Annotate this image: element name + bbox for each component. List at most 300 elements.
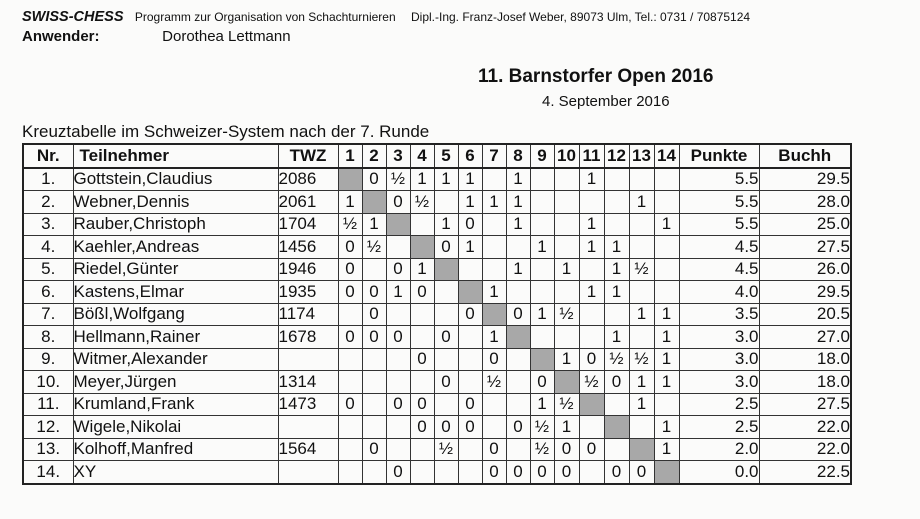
player-buchholz: 27.5: [759, 236, 851, 259]
table-row: [23, 371, 851, 394]
player-name: Meyer,Jürgen: [73, 371, 278, 394]
program-description: Programm zur Organisation von Schachturnieren: [134, 10, 396, 24]
result-cell: 1: [434, 213, 458, 236]
diagonal-cell: [629, 438, 654, 461]
result-cell: 0: [604, 371, 629, 394]
result-cell: [506, 438, 530, 461]
player-name: Webner,Dennis: [73, 191, 278, 214]
result-cell: 1: [629, 191, 654, 214]
table-row: [23, 213, 851, 236]
result-cell: 1: [654, 438, 679, 461]
result-cell: [338, 416, 362, 439]
result-cell: 1: [458, 236, 482, 259]
diagonal-cell: [579, 393, 604, 416]
result-cell: 1: [434, 168, 458, 191]
table-body: [23, 168, 851, 484]
diagonal-cell: [604, 416, 629, 439]
col-header-round: 3: [386, 144, 410, 168]
table-row: [23, 326, 851, 349]
player-rating: 1174: [278, 303, 338, 326]
result-cell: [434, 461, 458, 484]
player-buchholz: 29.5: [759, 168, 851, 191]
col-header-round: 14: [654, 144, 679, 168]
result-cell: [386, 416, 410, 439]
diagonal-cell: [654, 461, 679, 484]
result-cell: 1: [530, 303, 554, 326]
player-points: 5.5: [679, 191, 759, 214]
result-cell: ½: [554, 303, 579, 326]
result-cell: ½: [530, 416, 554, 439]
player-name: Krumland,Frank: [73, 393, 278, 416]
table-row: [23, 236, 851, 259]
result-cell: 0: [410, 393, 434, 416]
result-cell: [410, 303, 434, 326]
player-buchholz: 18.0: [759, 371, 851, 394]
player-buchholz: 25.0: [759, 213, 851, 236]
result-cell: [579, 326, 604, 349]
player-rating: 2086: [278, 168, 338, 191]
player-points: 4.0: [679, 281, 759, 304]
col-header-round: 10: [554, 144, 579, 168]
tournament-title: 11. Barnstorfer Open 2016: [478, 66, 714, 87]
result-cell: 0: [386, 393, 410, 416]
result-cell: 1: [506, 258, 530, 281]
player-name: Hellmann,Rainer: [73, 326, 278, 349]
player-rating: [278, 416, 338, 439]
col-header-round: 9: [530, 144, 554, 168]
result-cell: ½: [579, 371, 604, 394]
result-cell: [458, 348, 482, 371]
result-cell: [386, 438, 410, 461]
player-name: Rauber,Christoph: [73, 213, 278, 236]
tournament-date: 4. September 2016: [542, 93, 670, 110]
result-cell: [410, 213, 434, 236]
col-header-round: 8: [506, 144, 530, 168]
result-cell: [458, 326, 482, 349]
player-name: Gottstein,Claudius: [73, 168, 278, 191]
result-cell: 1: [506, 191, 530, 214]
player-name: Bößl,Wolfgang: [73, 303, 278, 326]
result-cell: [579, 191, 604, 214]
player-rank: 11.: [23, 393, 73, 416]
result-cell: 1: [554, 348, 579, 371]
player-points: 4.5: [679, 258, 759, 281]
player-buchholz: 18.0: [759, 348, 851, 371]
result-cell: [482, 168, 506, 191]
result-cell: [482, 416, 506, 439]
table-row: [23, 393, 851, 416]
player-name: Kaehler,Andreas: [73, 236, 278, 259]
result-cell: [629, 416, 654, 439]
col-header-round: 2: [362, 144, 386, 168]
result-cell: ½: [554, 393, 579, 416]
player-rank: 13.: [23, 438, 73, 461]
result-cell: [362, 461, 386, 484]
result-cell: 0: [482, 348, 506, 371]
result-cell: [458, 258, 482, 281]
result-cell: 1: [604, 281, 629, 304]
result-cell: 0: [410, 348, 434, 371]
player-rating: 1456: [278, 236, 338, 259]
result-cell: 1: [506, 168, 530, 191]
player-name: Kastens,Elmar: [73, 281, 278, 304]
result-cell: [338, 371, 362, 394]
col-header-round: 12: [604, 144, 629, 168]
result-cell: 0: [530, 371, 554, 394]
player-points: 5.5: [679, 213, 759, 236]
result-cell: 0: [362, 326, 386, 349]
result-cell: 1: [554, 258, 579, 281]
result-cell: ½: [604, 348, 629, 371]
result-cell: 1: [530, 236, 554, 259]
result-cell: [604, 438, 629, 461]
result-cell: [554, 168, 579, 191]
result-cell: [410, 461, 434, 484]
result-cell: [410, 371, 434, 394]
table-row: [23, 348, 851, 371]
player-points: 3.0: [679, 348, 759, 371]
result-cell: 1: [482, 326, 506, 349]
player-rank: 10.: [23, 371, 73, 394]
result-cell: [362, 348, 386, 371]
result-cell: [482, 236, 506, 259]
result-cell: [338, 461, 362, 484]
diagonal-cell: [434, 258, 458, 281]
table-row: [23, 416, 851, 439]
diagonal-cell: [506, 326, 530, 349]
result-cell: 1: [410, 168, 434, 191]
result-cell: 1: [579, 213, 604, 236]
result-cell: 0: [604, 461, 629, 484]
result-cell: 1: [654, 326, 679, 349]
result-cell: 1: [410, 258, 434, 281]
result-cell: [629, 213, 654, 236]
player-rank: 5.: [23, 258, 73, 281]
result-cell: 0: [338, 393, 362, 416]
diagonal-cell: [554, 371, 579, 394]
result-cell: [654, 168, 679, 191]
result-cell: [554, 236, 579, 259]
result-cell: 0: [386, 326, 410, 349]
player-name: Wigele,Nikolai: [73, 416, 278, 439]
player-rating: 1946: [278, 258, 338, 281]
table-subtitle: Kreuztabelle im Schweizer-System nach der 7. Runde: [22, 122, 430, 141]
table-row: [23, 258, 851, 281]
player-rank: 6.: [23, 281, 73, 304]
result-cell: 0: [362, 303, 386, 326]
result-cell: [554, 281, 579, 304]
player-buchholz: 28.0: [759, 191, 851, 214]
player-points: 3.0: [679, 371, 759, 394]
result-cell: [530, 326, 554, 349]
col-header-round: 1: [338, 144, 362, 168]
result-cell: [506, 371, 530, 394]
result-cell: [579, 303, 604, 326]
result-cell: [530, 213, 554, 236]
player-buchholz: 26.0: [759, 258, 851, 281]
player-rank: 7.: [23, 303, 73, 326]
col-header-round: 5: [434, 144, 458, 168]
player-points: 2.5: [679, 416, 759, 439]
player-points: 5.5: [679, 168, 759, 191]
col-header-round: 6: [458, 144, 482, 168]
result-cell: 1: [654, 213, 679, 236]
result-cell: 0: [386, 461, 410, 484]
result-cell: [530, 281, 554, 304]
result-cell: [338, 303, 362, 326]
result-cell: 0: [629, 461, 654, 484]
crosstable: [22, 143, 852, 485]
player-rating: 1935: [278, 281, 338, 304]
result-cell: ½: [530, 438, 554, 461]
result-cell: 1: [654, 303, 679, 326]
result-cell: ½: [482, 371, 506, 394]
result-cell: 0: [458, 213, 482, 236]
result-cell: 1: [482, 191, 506, 214]
result-cell: [362, 258, 386, 281]
result-cell: ½: [410, 191, 434, 214]
player-buchholz: 22.0: [759, 416, 851, 439]
result-cell: 0: [458, 393, 482, 416]
result-cell: 1: [458, 168, 482, 191]
diagonal-cell: [410, 236, 434, 259]
player-rank: 12.: [23, 416, 73, 439]
result-cell: [604, 191, 629, 214]
result-cell: 0: [362, 438, 386, 461]
player-points: 2.5: [679, 393, 759, 416]
result-cell: 1: [629, 371, 654, 394]
result-cell: 1: [338, 191, 362, 214]
result-cell: 0: [458, 303, 482, 326]
result-cell: [579, 416, 604, 439]
result-cell: [629, 326, 654, 349]
player-buchholz: 29.5: [759, 281, 851, 304]
result-cell: 0: [482, 438, 506, 461]
result-cell: [654, 281, 679, 304]
table-row: [23, 303, 851, 326]
result-cell: [338, 348, 362, 371]
result-cell: [654, 393, 679, 416]
player-buchholz: 27.5: [759, 393, 851, 416]
player-rank: 8.: [23, 326, 73, 349]
result-cell: 0: [579, 438, 604, 461]
result-cell: 0: [362, 281, 386, 304]
result-cell: [458, 371, 482, 394]
player-rating: 1704: [278, 213, 338, 236]
result-cell: [482, 258, 506, 281]
result-cell: 0: [434, 371, 458, 394]
diagonal-cell: [530, 348, 554, 371]
result-cell: 0: [554, 461, 579, 484]
player-rating: 1678: [278, 326, 338, 349]
result-cell: [434, 393, 458, 416]
user-name: Dorothea Lettmann: [162, 28, 291, 45]
result-cell: 0: [386, 258, 410, 281]
result-cell: ½: [434, 438, 458, 461]
result-cell: 1: [482, 281, 506, 304]
result-cell: 0: [434, 416, 458, 439]
user-line: [22, 28, 291, 45]
result-cell: 0: [410, 281, 434, 304]
result-cell: ½: [629, 258, 654, 281]
result-cell: [554, 191, 579, 214]
result-cell: 1: [654, 348, 679, 371]
result-cell: 0: [554, 438, 579, 461]
player-rating: 1473: [278, 393, 338, 416]
result-cell: [386, 303, 410, 326]
result-cell: [506, 393, 530, 416]
result-cell: 1: [386, 281, 410, 304]
result-cell: [506, 348, 530, 371]
player-rating: 2061: [278, 191, 338, 214]
result-cell: 1: [458, 191, 482, 214]
result-cell: 0: [579, 348, 604, 371]
result-cell: 1: [604, 236, 629, 259]
player-rating: [278, 461, 338, 484]
player-buchholz: 20.5: [759, 303, 851, 326]
result-cell: [458, 438, 482, 461]
player-points: 3.5: [679, 303, 759, 326]
col-header-round: 4: [410, 144, 434, 168]
result-cell: 1: [654, 416, 679, 439]
col-header-twz: TWZ: [278, 144, 338, 168]
result-cell: [386, 236, 410, 259]
col-header-name: Teilnehmer: [73, 144, 278, 168]
result-cell: 0: [410, 416, 434, 439]
diagonal-cell: [458, 281, 482, 304]
player-rating: 1314: [278, 371, 338, 394]
table-row: [23, 191, 851, 214]
result-cell: [386, 371, 410, 394]
col-header-buchholz: Buchh: [759, 144, 851, 168]
result-cell: 1: [604, 258, 629, 281]
result-cell: [434, 348, 458, 371]
diagonal-cell: [482, 303, 506, 326]
result-cell: 0: [338, 281, 362, 304]
player-name: XY: [73, 461, 278, 484]
result-cell: ½: [338, 213, 362, 236]
player-rank: 9.: [23, 348, 73, 371]
result-cell: [434, 303, 458, 326]
result-cell: 1: [579, 168, 604, 191]
result-cell: [338, 438, 362, 461]
result-cell: 1: [629, 303, 654, 326]
result-cell: 0: [434, 326, 458, 349]
col-header-round: 7: [482, 144, 506, 168]
result-cell: 0: [362, 168, 386, 191]
col-header-round: 11: [579, 144, 604, 168]
brand-name: SWISS-CHESS: [22, 9, 124, 25]
col-header-nr: Nr.: [23, 144, 73, 168]
player-points: 0.0: [679, 461, 759, 484]
result-cell: 0: [506, 461, 530, 484]
result-cell: [604, 303, 629, 326]
player-buchholz: 22.5: [759, 461, 851, 484]
result-cell: 0: [506, 303, 530, 326]
table-row: [23, 461, 851, 484]
crosstable-container: [22, 143, 852, 485]
table-row: [23, 438, 851, 461]
player-points: 4.5: [679, 236, 759, 259]
result-cell: [654, 258, 679, 281]
player-name: Kolhoff,Manfred: [73, 438, 278, 461]
table-header-row: [23, 144, 851, 168]
result-cell: [506, 281, 530, 304]
result-cell: 0: [458, 416, 482, 439]
result-cell: [604, 213, 629, 236]
result-cell: [530, 258, 554, 281]
table-row: [23, 168, 851, 191]
result-cell: [530, 168, 554, 191]
user-label: Anwender:: [22, 28, 100, 45]
player-rank: 3.: [23, 213, 73, 236]
result-cell: [506, 236, 530, 259]
player-rank: 4.: [23, 236, 73, 259]
result-cell: [362, 371, 386, 394]
result-cell: 1: [362, 213, 386, 236]
table-row: [23, 281, 851, 304]
player-points: 3.0: [679, 326, 759, 349]
result-cell: 1: [530, 393, 554, 416]
result-cell: [579, 258, 604, 281]
result-cell: [629, 236, 654, 259]
result-cell: ½: [362, 236, 386, 259]
result-cell: [410, 326, 434, 349]
player-name: Riedel,Günter: [73, 258, 278, 281]
col-header-points: Punkte: [679, 144, 759, 168]
author-info: Dipl.-Ing. Franz-Josef Weber, 89073 Ulm, Tel.: 0731 / 70875124: [411, 10, 751, 24]
result-cell: 1: [579, 281, 604, 304]
result-cell: 0: [338, 236, 362, 259]
result-cell: [458, 461, 482, 484]
player-points: 2.0: [679, 438, 759, 461]
diagonal-cell: [338, 168, 362, 191]
result-cell: [362, 416, 386, 439]
result-cell: [579, 461, 604, 484]
result-cell: [434, 191, 458, 214]
result-cell: [629, 168, 654, 191]
diagonal-cell: [362, 191, 386, 214]
diagonal-cell: [386, 213, 410, 236]
player-buchholz: 27.0: [759, 326, 851, 349]
result-cell: 1: [604, 326, 629, 349]
result-cell: ½: [386, 168, 410, 191]
result-cell: ½: [629, 348, 654, 371]
col-header-round: 13: [629, 144, 654, 168]
result-cell: 1: [506, 213, 530, 236]
player-rating: 1564: [278, 438, 338, 461]
result-cell: [554, 213, 579, 236]
result-cell: [554, 326, 579, 349]
player-rating: [278, 348, 338, 371]
result-cell: 0: [482, 461, 506, 484]
result-cell: [604, 168, 629, 191]
result-cell: [629, 281, 654, 304]
player-rank: 2.: [23, 191, 73, 214]
result-cell: [654, 236, 679, 259]
result-cell: 1: [629, 393, 654, 416]
program-header: [22, 9, 750, 25]
player-buchholz: 22.0: [759, 438, 851, 461]
result-cell: 0: [506, 416, 530, 439]
result-cell: 1: [579, 236, 604, 259]
player-rank: 1.: [23, 168, 73, 191]
result-cell: [362, 393, 386, 416]
result-cell: 0: [338, 258, 362, 281]
result-cell: 0: [530, 461, 554, 484]
result-cell: [604, 393, 629, 416]
player-rank: 14.: [23, 461, 73, 484]
